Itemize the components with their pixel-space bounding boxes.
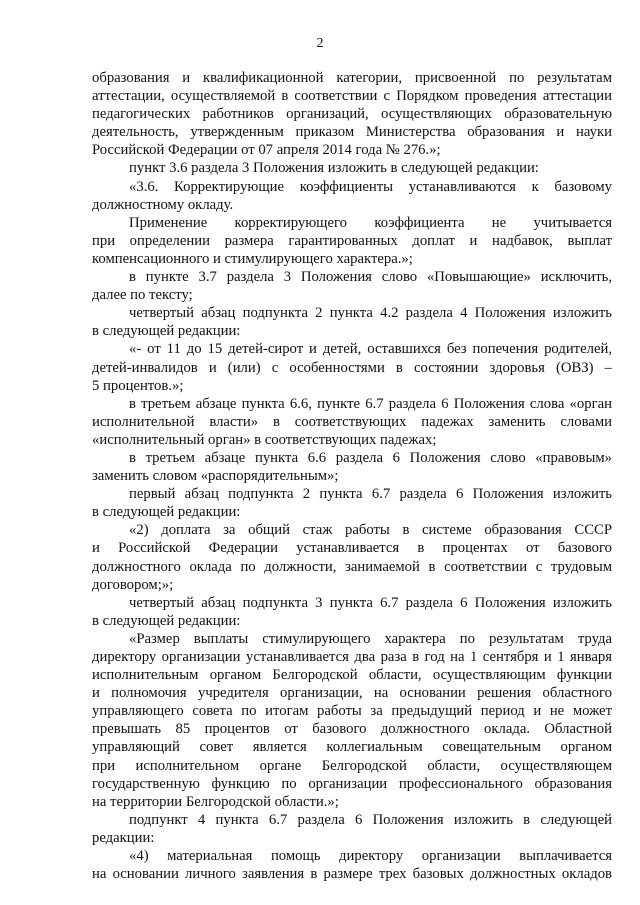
text-line: «исполнительный орган» в соответствующих падежах; <box>92 431 437 448</box>
text-line: должностному окладу. <box>92 196 234 213</box>
text-line: заменить словом «распорядительным»; <box>92 468 339 485</box>
text-line: исполнительной власти» в соответствующих падежах заменить словами <box>92 413 612 430</box>
text-line: «- от 11 до 15 детей-сирот и детей, оставшихся без попечения родителей, <box>129 341 612 358</box>
text-line: Применение корректирующего коэффициента не учитывается <box>129 214 612 231</box>
text-line: «Размер выплаты стимулирующего характера по результатам труда <box>129 630 612 647</box>
text-line: в третьем абзаце пункта 6.6, пункте 6.7 раздела 6 Положения слова «орган <box>129 395 612 412</box>
text-line: редакции: <box>92 829 155 846</box>
text-line: «4) материальная помощь директору организации выплачивается <box>129 848 612 865</box>
text-line: должностного оклада по должности, занимаемой в соответствии с трудовым <box>92 558 612 575</box>
text-line: в пункте 3.7 раздела 3 Положения слово «Повышающие» исключить, <box>129 269 612 286</box>
document-body <box>92 69 612 883</box>
text-line: в следующей редакции: <box>92 612 241 629</box>
text-line: «3.6. Корректирующие коэффициенты устанавливаются к базовому <box>129 178 612 195</box>
text-line: превышать 85 процентов от базового должностного оклада. Областной <box>92 721 612 738</box>
text-line: образования и квалификационной категории, присвоенной по результатам <box>92 70 612 86</box>
text-line: первый абзац подпункта 2 пункта 6.7 раздела 6 Положения изложить <box>129 486 612 503</box>
text-line: 5 процентов.»; <box>92 377 184 394</box>
text-line: на территории Белгородской области.»; <box>92 793 339 810</box>
text-line: в следующей редакции: <box>92 504 241 521</box>
text-line: далее по тексту; <box>92 287 193 304</box>
text-line: Российской Федерации от 07 апреля 2014 года № 276.»; <box>92 142 441 159</box>
text-line: управляющего совета по итогам работы за предыдущий период и не может <box>92 703 612 720</box>
text-line: договором;»; <box>92 576 174 593</box>
text-line: управляющий совет является коллегиальным совещательным органом <box>92 739 612 756</box>
page-number: 2 <box>316 36 324 51</box>
text-line: директору организации устанавливается два раза в год на 1 сентября и 1 января <box>92 649 612 665</box>
text-line: деятельность, утвержденным приказом Министерства образования и науки <box>92 124 612 141</box>
text-line: подпункт 4 пункта 6.7 раздела 6 Положения изложить в следующей <box>129 811 612 828</box>
text-line: на основании личного заявления в размере трех базовых должностных окладов <box>92 866 612 883</box>
text-line: детей-инвалидов и (или) с особенностями в состоянии здоровья (ОВЗ) – <box>92 359 612 376</box>
text-line: в следующей редакции: <box>92 323 241 340</box>
text-line: при определении размера гарантированных доплат и надбавок, выплат <box>92 232 612 249</box>
text-line: педагогических работников организаций, осуществляющих образовательную <box>92 106 612 123</box>
text-line: и полномочия учредителя организации, на основании решения областного <box>92 685 612 702</box>
text-line: и Российской Федерации устанавливается в процентах от базового <box>92 540 612 557</box>
text-line: компенсационного и стимулирующего характера.»; <box>92 250 413 267</box>
text-line: при исполнительном органе Белгородской области, осуществляющем <box>92 757 612 774</box>
text-line: «2) доплата за общий стаж работы в системе образования СССР <box>129 522 612 539</box>
text-line: четвертый абзац подпункта 3 пункта 6.7 раздела 6 Положения изложить <box>129 594 612 611</box>
text-line: государственную функцию по организации профессионального образования <box>92 775 612 792</box>
text-line: аттестации, осуществляемой в соответствии с Порядком проведения аттестации <box>92 88 612 105</box>
text-line: исполнительным органом Белгородской области, осуществляющим функции <box>92 667 612 684</box>
text-line: четвертый абзац подпункта 2 пункта 4.2 раздела 4 Положения изложить <box>129 305 612 322</box>
text-line: пункт 3.6 раздела 3 Положения изложить в следующей редакции: <box>129 160 539 177</box>
text-line: в третьем абзаце пункта 6.6 раздела 6 Положения слово «правовым» <box>129 449 612 466</box>
